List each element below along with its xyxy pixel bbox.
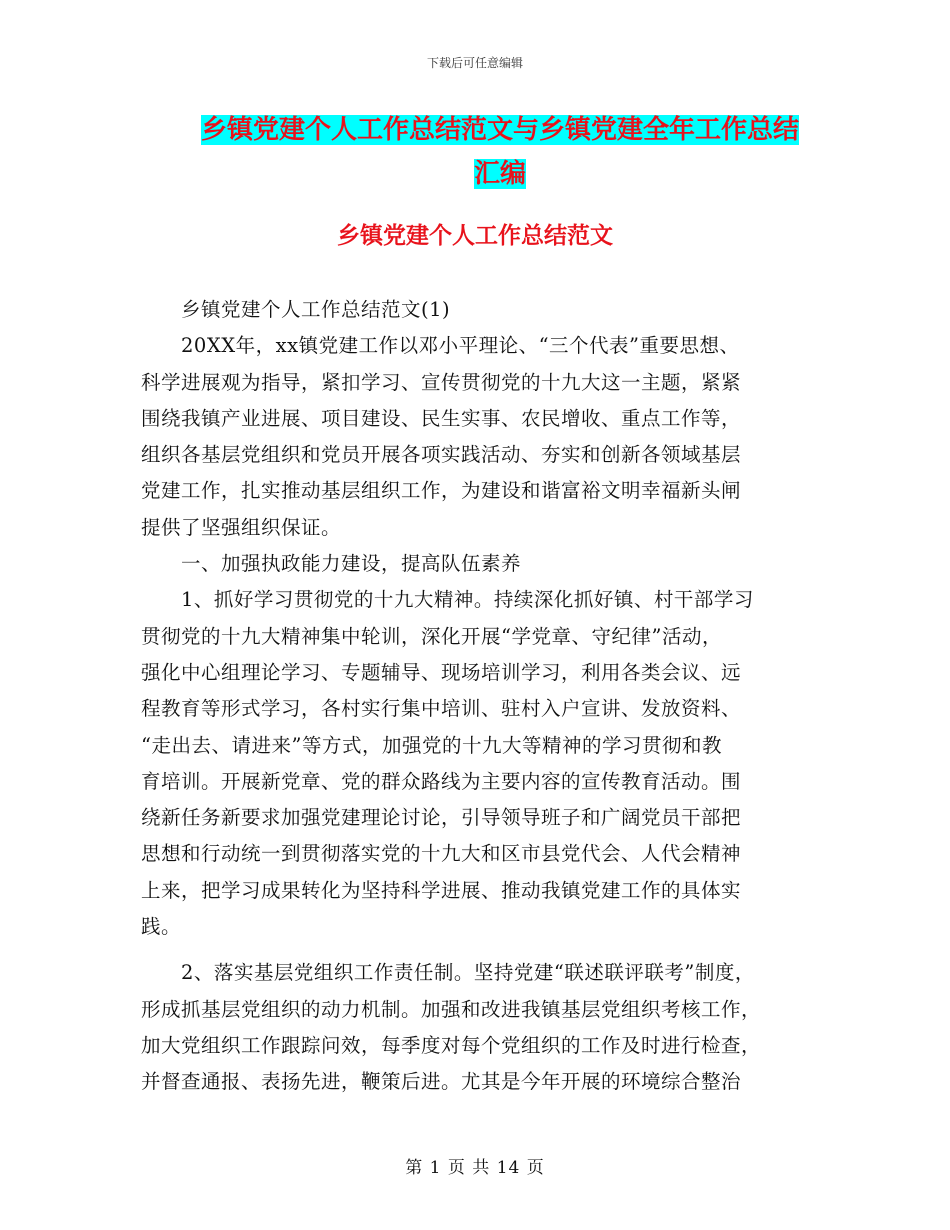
paragraph-line: 上来，把学习成果转化为坚持科学进展、推动我镇党建工作的具体实 bbox=[141, 878, 742, 902]
paragraph-line: 程教育等形式学习，各村实行集中培训、驻村入户宣讲、发放资料、 bbox=[141, 697, 742, 721]
section-title: 乡镇党建个人工作总结范文 bbox=[337, 223, 613, 249]
paragraph-line: 提供了坚强组织保证。 bbox=[141, 515, 342, 539]
paragraph-line: 育培训。开展新党章、党的群众路线为主要内容的宣传教育活动。围 bbox=[141, 769, 742, 793]
paragraph-line: 乡镇党建个人工作总结范文(1) bbox=[141, 298, 451, 321]
paragraph-line: 加大党组织工作跟踪问效，每季度对每个党组织的工作及时进行检查， bbox=[141, 1033, 762, 1057]
paragraph-line: 2、落实基层党组织工作责任制。坚持党建“联述联评联考”制度， bbox=[141, 961, 755, 985]
paragraph-gap bbox=[141, 945, 811, 955]
paragraph-line: 思想和行动统一到贯彻落实党的十九大和区市县党代会、人代会精神 bbox=[141, 842, 742, 866]
paragraph-line: 形成抓基层党组织的动力机制。加强和改进我镇基层党组织考核工作， bbox=[141, 997, 762, 1021]
paragraph-line: 践。 bbox=[141, 915, 182, 939]
paragraph-line: 20XX年，xx镇党建工作以邓小平理论、“三个代表”重要思想、 bbox=[141, 334, 740, 358]
paragraph-line: 科学进展观为指导，紧扣学习、宣传贯彻党的十九大这一主题，紧紧 bbox=[141, 370, 742, 394]
body-text bbox=[141, 292, 811, 1101]
paragraph-line: 强化中心组理论学习、专题辅导、现场培训学习，利用各类会议、远 bbox=[141, 660, 742, 684]
paragraph-line: 绕新任务新要求加强党建理论讨论，引导领导班子和广阔党员干部把 bbox=[141, 806, 742, 830]
title-line-1: 乡镇党建个人工作总结范文与乡镇党建全年工作总结 bbox=[200, 115, 799, 145]
paragraph-line: “走出去、请进来”等方式，加强党的十九大等精神的学习贯彻和教 bbox=[141, 733, 722, 757]
paragraph-line: 组织各基层党组织和党员开展各项实践活动、夯实和创新各领域基层 bbox=[141, 443, 742, 467]
paragraph-line: 1、抓好学习贯彻党的十九大精神。持续深化抓好镇、村干部学习 bbox=[141, 588, 754, 612]
document-title bbox=[140, 108, 860, 196]
paragraph-line: 并督查通报、表扬先进，鞭策后进。尤其是今年开展的环境综合整治 bbox=[141, 1070, 742, 1094]
paragraph-line: 党建工作，扎实推动基层组织工作，为建设和谐富裕文明幸福新头闸 bbox=[141, 479, 742, 503]
section-heading: 一、加强执政能力建设，提高队伍素养 bbox=[141, 552, 522, 576]
paragraph-line: 贯彻党的十九大精神集中轮训，深化开展“学党章、守纪律”活动， bbox=[141, 624, 722, 648]
paragraph-line: 围绕我镇产业进展、项目建设、民生实事、农民增收、重点工作等， bbox=[141, 406, 742, 430]
title-line-2: 汇编 bbox=[473, 159, 526, 189]
page-number: 第 1 页 共 14 页 bbox=[405, 1158, 545, 1178]
header-note: 下载后可任意编辑 bbox=[426, 56, 523, 70]
